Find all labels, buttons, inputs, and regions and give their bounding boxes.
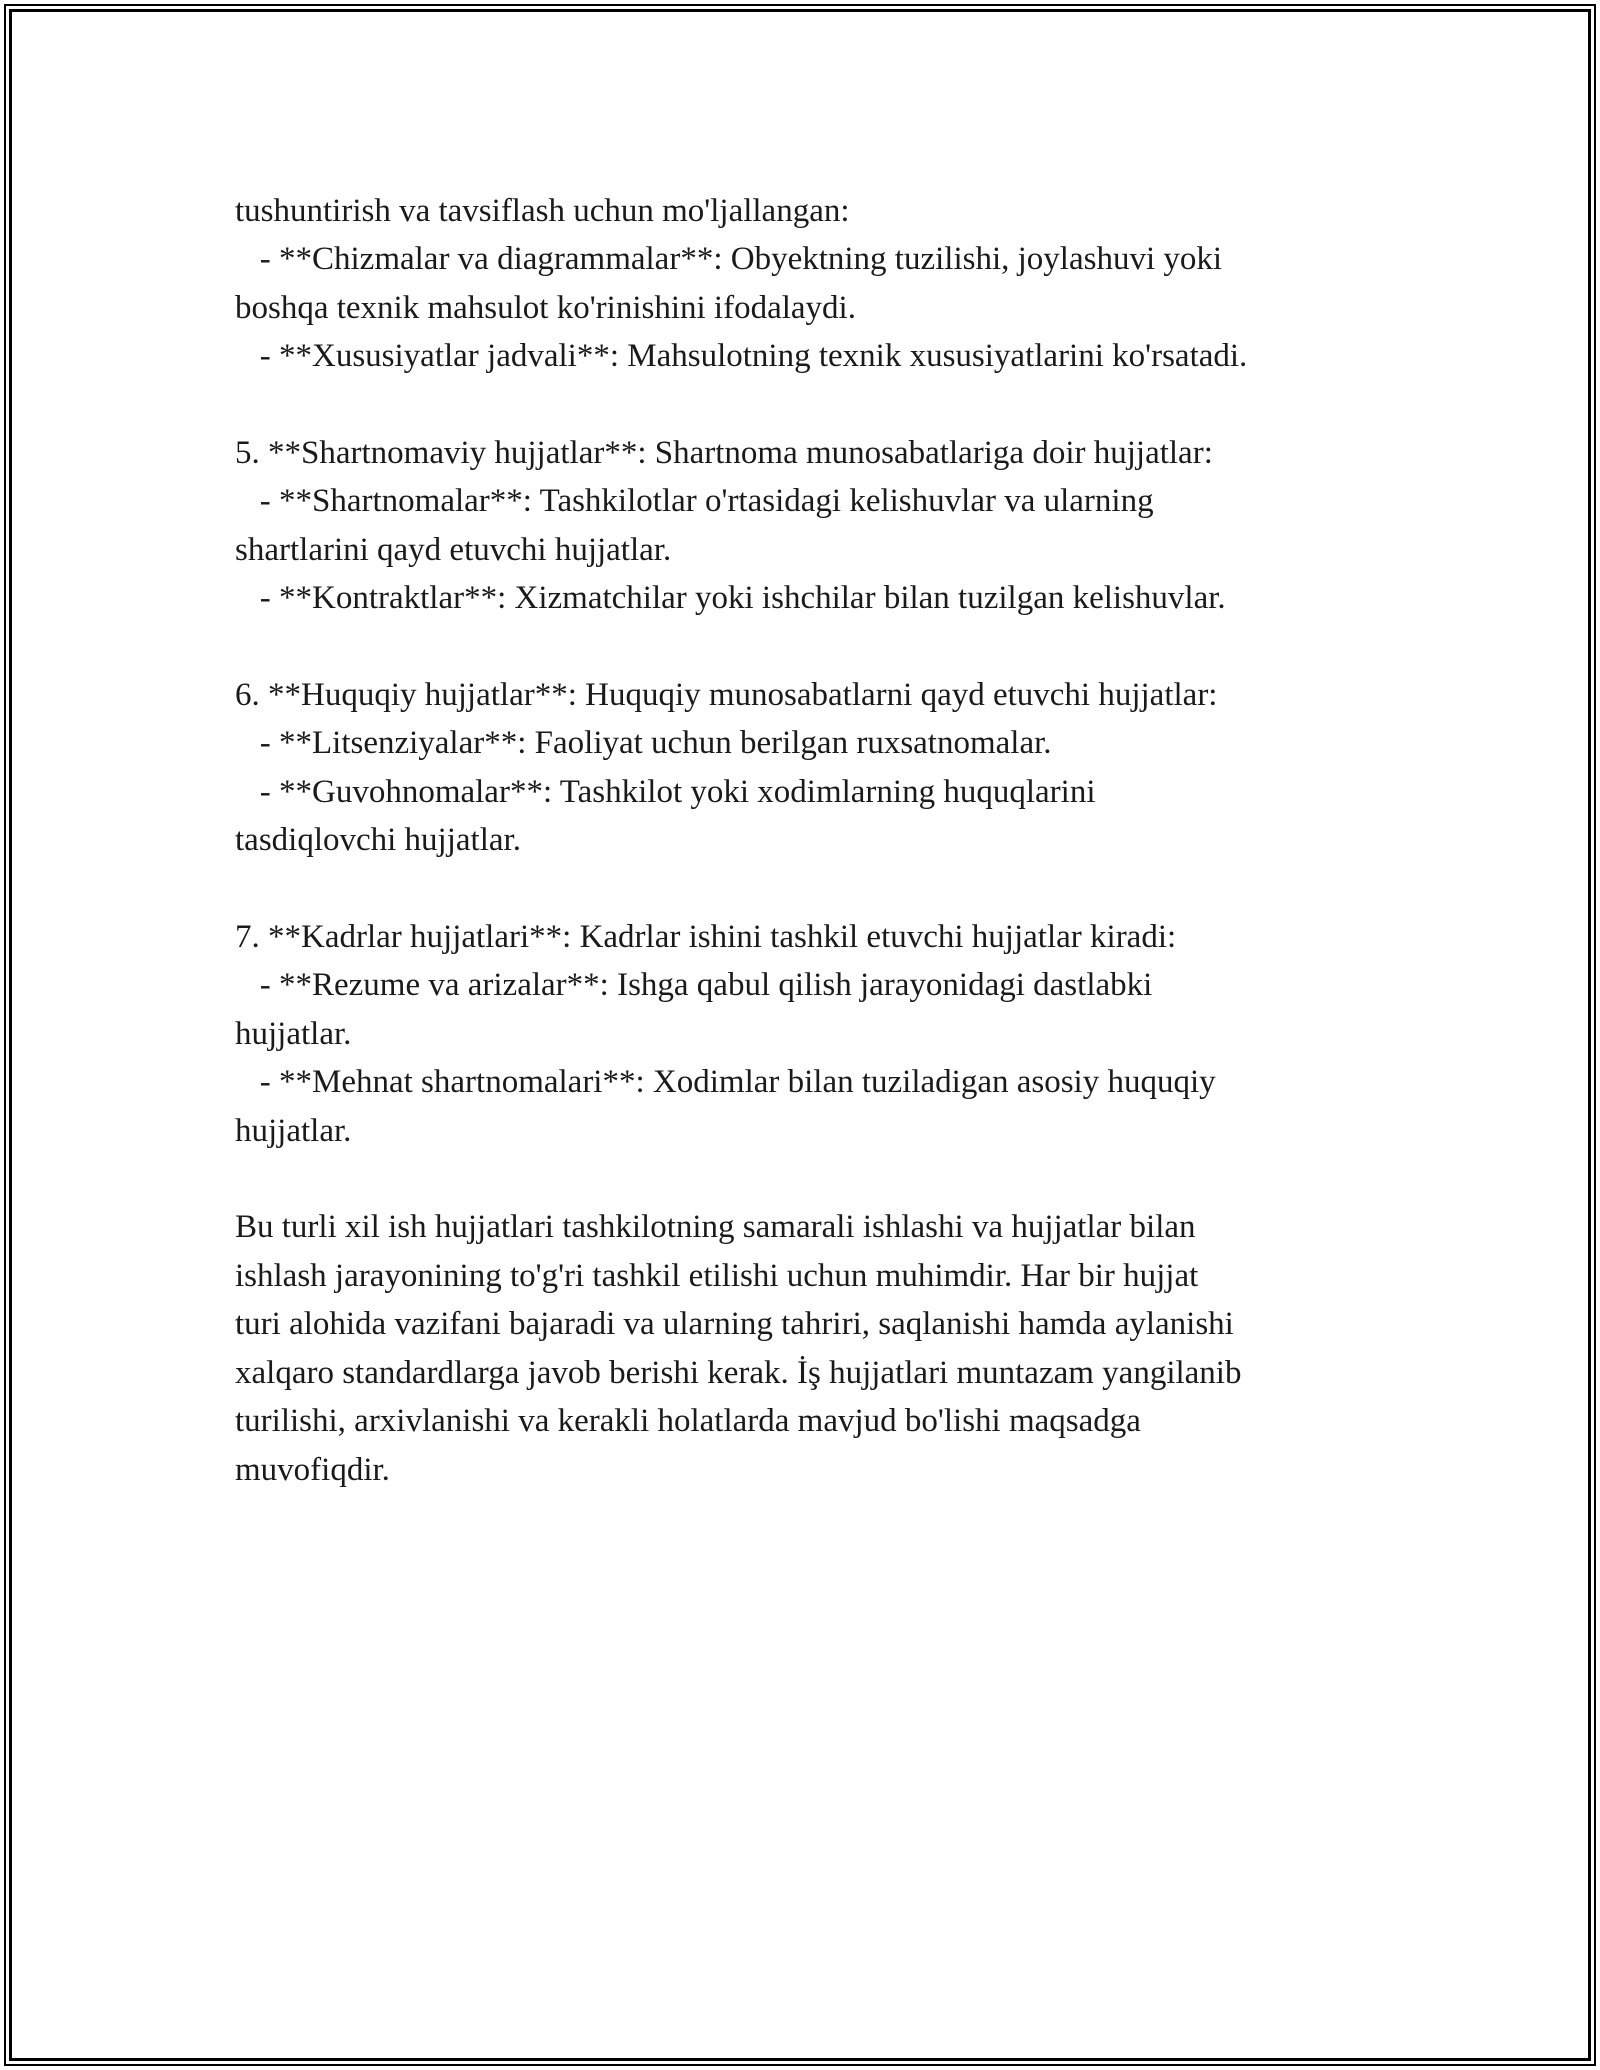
list-item-line: hujjatlar.: [235, 1112, 352, 1149]
list-item-line: tasdiqlovchi hujjatlar.: [235, 822, 521, 859]
list-item-line: boshqa texnik mahsulot ko'rinishini ifodalaydi.: [235, 289, 856, 326]
paragraph-spacer: [235, 381, 1395, 429]
conclusion-line: turi alohida vazifani bajaradi va ularning tahriri, saqlanishi hamda aylanishi: [235, 1306, 1234, 1343]
conclusion-line: xalqaro standardlarga javob berishi kerak. İş hujjatlari muntazam yangilanib: [235, 1354, 1242, 1391]
paragraph-spacer: [235, 623, 1395, 671]
conclusion-line: ishlash jarayonining to'g'ri tashkil etilishi uchun muhimdir. Har bir hujjat: [235, 1257, 1199, 1294]
list-item-line: - **Guvohnomalar**: Tashkilot yoki xodimlarning huquqlarini: [235, 773, 1096, 810]
conclusion-line: muvofiqdir.: [235, 1451, 390, 1488]
list-item-line: - **Shartnomalar**: Tashkilotlar o'rtasidagi kelishuvlar va ularning: [235, 483, 1154, 520]
list-item-line: - **Mehnat shartnomalari**: Xodimlar bilan tuziladigan asosiy huquqiy: [235, 1064, 1216, 1101]
list-item-line: - **Kontraktlar**: Xizmatchilar yoki ishchilar bilan tuzilgan kelishuvlar.: [235, 580, 1226, 617]
conclusion-line: turilishi, arxivlanishi va kerakli holatlarda mavjud bo'lishi maqsadga: [235, 1403, 1141, 1440]
list-item-line: hujjatlar.: [235, 1015, 352, 1052]
text-line: tushuntirish va tavsiflash uchun mo'ljallangan:: [235, 193, 850, 229]
list-item-line: shartlarini qayd etuvchi hujjatlar.: [235, 531, 672, 568]
document-body: [235, 187, 1395, 1494]
list-item-line: - **Chizmalar va diagrammalar**: Obyektning tuzilishi, joylashuvi yoki: [235, 241, 1223, 278]
paragraph-spacer: [235, 1155, 1395, 1203]
section-heading-line: 7. **Kadrlar hujjatlari**: Kadrlar ishini tashkil etuvchi hujjatlar kiradi:: [235, 919, 1177, 956]
paragraph-spacer: [235, 865, 1395, 913]
list-item-line: - **Rezume va arizalar**: Ishga qabul qilish jarayonidagi dastlabki: [235, 967, 1153, 1004]
list-item-line: - **Litsenziyalar**: Faoliyat uchun berilgan ruxsatnomalar.: [235, 725, 1052, 762]
conclusion-line: Bu turli xil ish hujjatlari tashkilotning samarali ishlashi va hujjatlar bilan: [235, 1209, 1196, 1246]
section-heading-line: 6. **Huquqiy hujjatlar**: Huquqiy munosabatlarni qayd etuvchi hujjatlar:: [235, 677, 1218, 714]
section-heading-line: 5. **Shartnomaviy hujjatlar**: Shartnoma munosabatlariga doir hujjatlar:: [235, 435, 1213, 472]
list-item-line: - **Xususiyatlar jadvali**: Mahsulotning texnik xususiyatlarini ko'rsatadi.: [235, 338, 1248, 375]
